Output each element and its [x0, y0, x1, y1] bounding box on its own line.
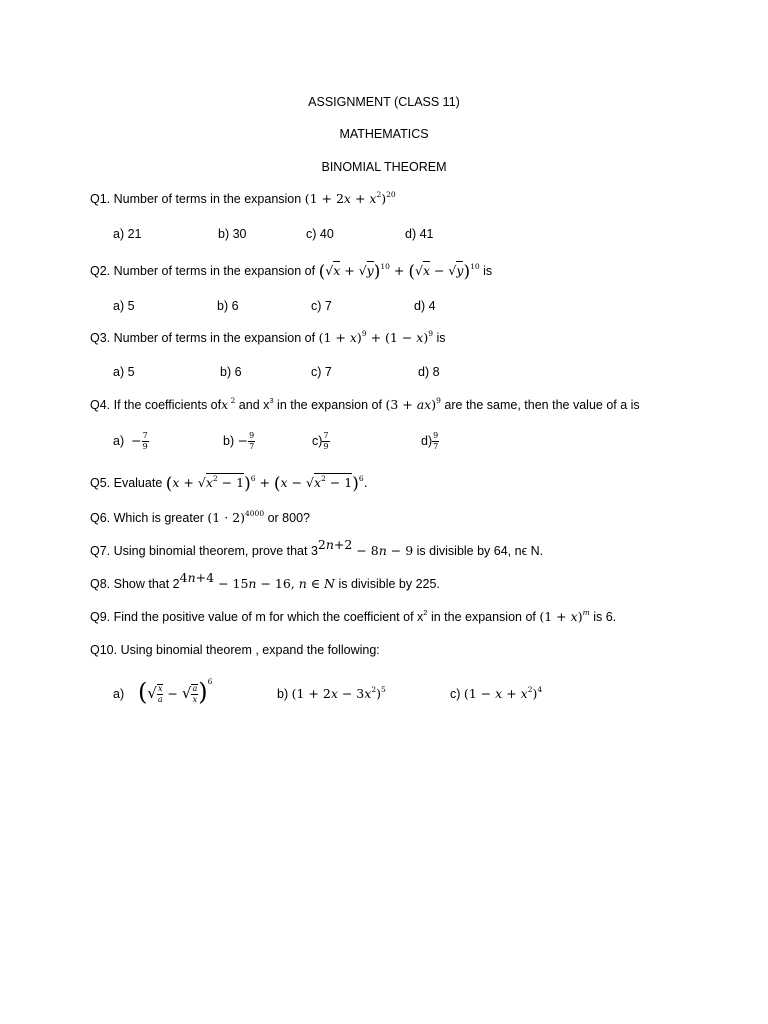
question-7-expression: − 8n − 9	[352, 543, 414, 558]
question-7-exponent: 2n+2	[317, 537, 353, 552]
question-1-option-a: a) 21	[113, 227, 142, 241]
question-10-part-a-expression: (√ $\frac{x}{a}$ − √ $\frac{a}{x}$ )$^6$	[138, 677, 213, 706]
question-10-part-c-label: c)	[450, 687, 461, 701]
question-2-option-c: c) 7	[311, 299, 332, 313]
question-4-option-a-sign: −	[131, 432, 142, 448]
question-9-expression: $(1 + x)^m$	[539, 608, 590, 624]
question-5-text: Q5. Evaluate	[90, 476, 163, 490]
question-4-option-a-fraction: $\frac{7}{9}$	[142, 431, 148, 451]
question-4-tail: are the same, then the value of a is	[444, 398, 640, 412]
question-4-mid2: in the expansion of	[277, 398, 382, 412]
question-1-option-b: b) 30	[218, 227, 247, 241]
question-3-option-b: b) 6	[220, 365, 242, 379]
question-9-x2-exp: 2	[423, 608, 428, 617]
question-4	[90, 396, 640, 412]
question-6-text: Q6. Which is greater	[90, 511, 204, 525]
question-10-part-c	[450, 685, 543, 701]
question-4-text: Q4. If the coefficients of	[90, 398, 222, 412]
question-4-x2: x $^2$	[221, 396, 236, 412]
question-10-part-b-label: b)	[277, 687, 289, 701]
question-10-part-b	[277, 685, 386, 701]
question-1	[90, 190, 396, 206]
question-4-option-b-sign: −	[237, 432, 249, 448]
question-2-expression: $(√x + √y)^{10} + (√x - √y)^{10}$	[318, 262, 480, 282]
question-3-expression: $(1 + x)^9 + (1 - x)^9$	[318, 329, 433, 345]
question-3-option-d: d) 8	[418, 365, 440, 379]
question-2-option-a: a) 5	[113, 299, 135, 313]
question-3-text: Q3. Number of terms in the expansion of	[90, 331, 316, 345]
question-4-option-a	[113, 432, 149, 451]
question-7	[90, 537, 544, 558]
question-4-expression: (3 + ax)$^9$	[385, 396, 441, 412]
question-2-tail: is	[483, 264, 493, 278]
question-4-option-d-fraction: $\frac{9}{7}$	[433, 431, 439, 451]
assignment-title: ASSIGNMENT (CLASS 11)	[308, 95, 460, 109]
question-6-tail: or 800?	[267, 511, 310, 525]
question-9	[90, 608, 617, 624]
question-8-expression: − 15n − 16, n ∈ N	[214, 576, 335, 591]
question-4-option-b-fraction: $\frac{9}{7}$	[249, 431, 255, 451]
question-3	[90, 329, 446, 345]
question-5	[90, 476, 368, 493]
question-9-mid: in the expansion of	[430, 610, 536, 624]
question-10-part-c-expression: $(1 - x + x^2)^4$	[463, 685, 543, 701]
question-4-option-c-label: c)	[312, 433, 323, 448]
question-1-option-d: d) 41	[405, 227, 434, 241]
question-2	[90, 264, 492, 281]
question-4-mid1: and x	[238, 398, 270, 412]
question-4-option-b-label: b)	[223, 433, 235, 448]
question-1-option-c: c) 40	[306, 227, 334, 241]
question-6-expression: $(1 \cdot 2)^{4000}$	[207, 509, 265, 525]
question-9-text: Q9. Find the positive value of m for which the coefficient of x	[90, 610, 424, 624]
question-4-x3-exp: 3	[269, 396, 274, 405]
question-2-option-b: b) 6	[217, 299, 239, 313]
question-9-tail: is 6.	[593, 610, 617, 624]
question-10-part-a-label: a)	[113, 687, 125, 701]
question-4-option-a-label: a)	[113, 433, 125, 448]
question-4-option-c-fraction: $\frac{7}{9}$	[323, 431, 329, 451]
question-2-option-d: d) 4	[414, 299, 436, 313]
question-8	[90, 570, 440, 591]
question-1-text: Q1. Number of terms in the expansion	[90, 192, 302, 206]
question-7-text: Q7. Using binomial theorem, prove that 3	[90, 544, 318, 558]
question-7-tail: is divisible by 64, nϵ N.	[416, 544, 544, 558]
question-3-option-c: c) 7	[311, 365, 332, 379]
question-2-text: Q2. Number of terms in the expansion of	[90, 264, 316, 278]
question-8-text: Q8. Show that 2	[90, 577, 180, 591]
question-8-exponent: 4n+4	[179, 570, 215, 585]
question-4-option-c	[312, 432, 330, 451]
question-8-tail: is divisible by 225.	[338, 577, 440, 591]
question-10-part-a	[113, 677, 213, 706]
question-6	[90, 509, 310, 525]
question-4-option-d	[421, 432, 439, 451]
subject-title: MATHEMATICS	[339, 127, 429, 141]
question-10-part-b-expression: $(1 + 2x - 3x^2)^5$	[291, 685, 386, 701]
question-10: Q10. Using binomial theorem , expand the following:	[90, 643, 380, 657]
question-1-expression: $(1 + 2x + x^2)^{20}$	[304, 190, 396, 206]
question-3-option-a: a) 5	[113, 365, 135, 379]
question-4-option-d-label: d)	[421, 433, 433, 448]
topic-title: BINOMIAL THEOREM	[321, 160, 447, 174]
question-3-tail: is	[436, 331, 446, 345]
question-5-expression: $(x + √x^2 - 1)^6 + (x - √x^2 - 1)^6$.	[165, 474, 368, 494]
question-4-option-b	[223, 432, 255, 451]
